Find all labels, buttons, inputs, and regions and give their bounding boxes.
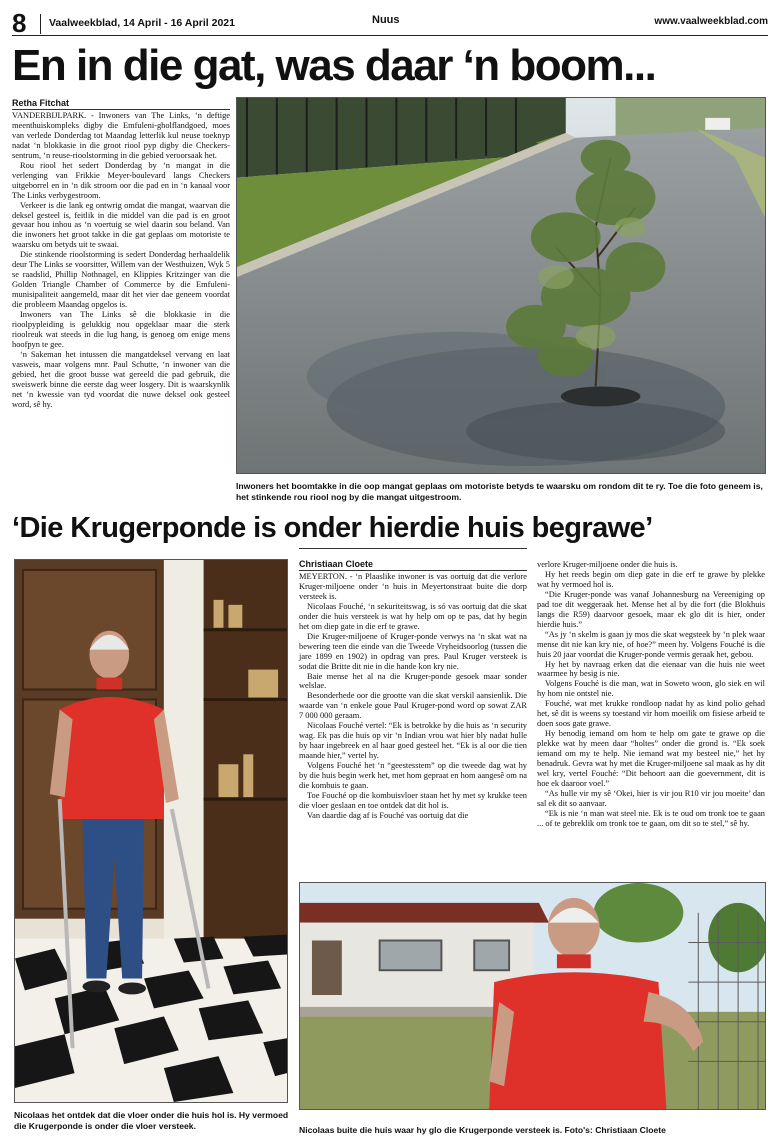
story2-paragraph: verlore Kruger-miljoene onder die huis is. [537,560,678,569]
section-name: Nuus [372,14,400,26]
story2-paragraph: MEYERTON. - ‘n Plaaslike inwoner is vas oortuig dat die verlore Kruger-miljoene onder ‘n huis in Meyertonstraat buite die dorp versteek is. [299,572,527,601]
story2-paragraph: Hy het reeds begin om diep gate in die erf te grawe by plekke wat hy vermoed hol is. [537,569,765,589]
story2-paragraph: “Ek is nie ‘n man wat steel nie. Ek is te oud om tronk toe te gaan ... of te gebreklik om tronk toe te gaan, om dit so te stel,” sê hy. [537,808,765,828]
story2-paragraph: Toe Fouché op die kombuisvloer staan het hy met sy krukke teen die vloer geslaan en toe ontdek dat dit hol is. [299,790,527,810]
manhole-tree-photo [236,97,766,474]
story2-paragraph: Hy het by navraag erken dat die eienaar van die huis nie weet waarmee hy besig is nie. [537,659,765,679]
story2-body-col1 [299,572,527,874]
page-header [12,8,768,38]
kitchen-crutches-photo [14,559,288,1103]
story1-paragraph: Verkeer is die lank eg ontwrig omdat die mangat, waarvan die deksel gesteel is, feitlik in die middel van die pad is en groot gevaar hou inhou as ‘n voertuig se wiel daarin sou beland. Van die inwoners het groot takke in die gat geplaas om motoriste te waarsku om betyds uit te swaai. [12,200,230,250]
story2-paragraph: Nicolaas Fouché vertel: “Ek is betrokke by die huis as ‘n security wag. Ek pas die huis op vir ‘n Indian vrou wat hier bly nadat hulle by haar ingebreek en al haar goed gesteel het. “Ek is al oor die tien maande hier,” vertel hy. [299,721,527,761]
story2-paragraph: Die Kruger-miljoene of Kruger-ponde verwys na ‘n skat wat na bewering teen die einde van die Tweede Vryheidsoorlog (tussen die jare 1899 en 1902) in opdrag van pres. Paul Kruger versteek is sodat die Britte dit nie in die hande kon kry nie. [299,631,527,671]
story1-paragraph: ‘n Sakeman het intussen die mangatdeksel vervang en laat vasweis, maar volgens mnr. Paul Schutte, ‘n inwoner van die gebied, het die groot busse wat gereeld die pad gebruik, die sweiswerk binne die eerste dag weer losgery. Dit is waarskynlik net ‘n kwessie van tyd voordat die nuwe deksel ook gesteel word, sê hy. [12,349,230,409]
story2-byline: Christiaan Cloete [299,559,527,571]
publication-date: Vaalweekblad, 14 April - 16 April 2021 [40,14,235,34]
story1-headline: En in die gat, was daar ‘n boom... [12,41,656,90]
byline-rule [299,548,527,549]
house-portrait-photo [299,882,766,1110]
story2-paragraph: Volgens Fouché het ‘n “geestesstem” op die tweede dag wat hy by die huis begin werk het, met hom gepraat en hom aangesê om na die kombuis te gaan. [299,761,527,791]
story2-body-col2 [537,560,765,874]
story2-paragraph: “As hulle vir my sê ‘Okei, hier is vir jou R10 vir jou moeite’ dan sal ek dit so aanvaar. [537,788,765,808]
story2-paragraph: Baie mense het al na die Kruger-ponde gesoek maar sonder welslae. [299,671,527,691]
story2-paragraph: Nicolaas Fouché, ‘n sekuriteitswag, is só vas oortuig dat die skat onder die huis versteek is wat hy help om op te pas, dat hy begin het om diep gate in die erf te grawe. [299,601,527,631]
story2-paragraph: “Die Kruger-ponde was vanaf Johannesburg na Vereeniging op pad toe dit weggeraak het. Mense het al by die fort (die Blokhuis langs die R59) daarvoor gesoek, maar ek glo dit is hier, onder hierdie huis.” [537,589,765,629]
story1-paragraph: VANDERBIJLPARK. - Inwoners van The Links, ‘n deftige meenthuiskompleks digby die Emfuleni-gholflandgoed, moes van verlede Donderdag tot Maandag letterlik kul neuse toeknyp nadat ‘n blokkasie in die groot riool pyp digby die Checkers-sentrum, ‘n reuse-rioolstorming in die gebied veroorsaak het. [12,111,230,160]
story2-caption-left: Nicolaas het ontdek dat die vloer onder die huis hol is. Hy vermoed die Krugerponde is onder die vloer versteek. [14,1110,289,1131]
story2-paragraph: Hy benodig iemand om hom te help om gate te grawe op die plekke wat hy meen daar “holtes” onder die grond is. “Ek soek iemand om my te help. Nie iemand wat my besteel nie,” het hy benadruk. Gevra wat hy met die Kruger-miljoene sal maak as hy dit wel kry, vertel Fouché: “Dit behoort aan die goevernment, dit is hoe ek daaroor voel.” [537,729,765,788]
story2-caption-right: Nicolaas buite die huis waar hy glo die Krugerponde versteek is. Foto's: Christiaan Cloete [299,1125,666,1135]
story1-caption: Inwoners het boomtakke in die oop mangat geplaas om motoriste betyds te waarsku om rondom dit te ry. Toe die foto geneem is, het stinkende rou riool nog by die mangat uitgestroom. [236,481,763,502]
page-number: 8 [12,8,27,38]
story2-paragraph: Volgens Fouché is die man, wat in Soweto woon, glo siek en wil hy hom nie ontstel nie. [537,679,765,699]
story2-paragraph: Fouché, wat met krukke rondloop nadat hy as kind polio gehad het, sê dit is weens sy toestand vir hom moeilik om fisiese arbeid te doen soos gate grawe. [537,699,765,729]
story2-headline: ‘Die Krugerponde is onder hierdie huis begrawe’ [12,512,653,544]
story2-paragraph: Van daardie dag af is Fouché vas oortuig dat die [307,810,469,820]
story1-paragraph: Inwoners van The Links sê die blokkasie in die rioolpypleiding is gelukkig nou opgeklaar maar die sterk rioolreuk wat steeds in die lug hang, is genoeg om enige mens hoofpyn te gee. [12,310,230,349]
story2-paragraph: “As jy ‘n skelm is gaan jy mos die skat wegsteek by ‘n plek waar mense dit nie kan kry nie, of hoe?” meen hy. Volgens Fouché is die huis 20 jaar voordat die Kruger-ponde vermis geraak het, gebou. [537,629,765,659]
website-link[interactable]: www.vaalweekblad.com [654,16,768,27]
story1-body [12,111,230,511]
story1-byline: Retha Fitchat [12,98,230,110]
story1-paragraph: Rou riool het sedert Donderdag by ‘n mangat in die verlenging van Frikkie Meyer-boulevard langs Checkers uitgeborrel en in ‘n dik stroom oor die pad en in ‘n kanaal voor The Links verbygestroom. [12,160,230,200]
story2-paragraph: Besonderhede oor die grootte van die skat verskil aansienlik. Die waarde van ‘n enkele goue Paul Kruger-pond word op sowat ZAR 7 000 000 geraam. [299,691,527,721]
story1-paragraph: Die stinkende rioolstorming is sedert Donderdag herhaaldelik deur The Links se voorsitter, Willem van der Westhuizen, Wyk 5 se raadslid, Phillip Nothnagel, en Klippies Kritzinger van die Golden Triangle Chamber of Commerce by die Emfuleni-munisipaliteit aangemeld, maar dit het vier dae geneem voordat die probleem Maandag opgelos is. [12,250,230,310]
